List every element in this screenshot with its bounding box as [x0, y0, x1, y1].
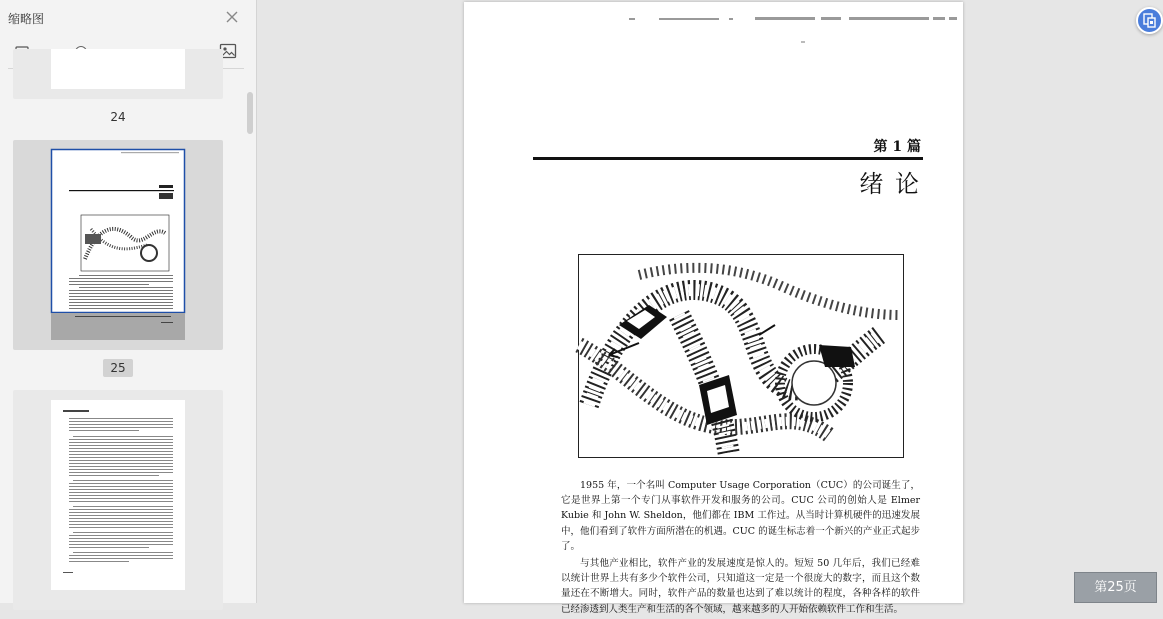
thumbnail-page-number: 24 [110, 110, 126, 124]
thumbnail-image [51, 400, 185, 590]
document-viewer[interactable] [258, 0, 1163, 615]
thumbnail-image [51, 49, 185, 89]
part-title: 绪 论 [859, 170, 921, 198]
running-header-faded [629, 14, 959, 24]
binary-ribbon-illustration [579, 255, 903, 457]
thumbnail-page-26[interactable] [13, 390, 223, 610]
thumbnail-page-24[interactable] [13, 49, 223, 99]
floating-tool-button[interactable] [1136, 7, 1163, 34]
body-text [561, 478, 920, 619]
paragraph: 1955 年，一个名叫 Computer Usage Corporation（CUC）的公司诞生了，它是世界上第一个专门从事软件开发和服务的公司。CUC 公司的创始人是 Elmer Kubie 和 John W. Sheldon，他们都在 IBM 工作过。从当时计算机硬件的迅速发展中，他们看到了软件方面所潜在的机遇。CUC 的诞生标志着一个新兴的产业正式起步了。 [561, 480, 920, 552]
paragraph: 与其他产业相比，软件产业的发展速度是惊人的。短短 50 几年后，我们已经难以统计世界上共有多少个软件公司，只知道这一定是一个很庞大的数字，而且这个数量还在不断增大。同时，软件产品的数量也达到了难以统计的程度，各种各样的软件已经渗透到人类生产和生活的各个领域，越来越多的人开始依赖软件工作和生活。 [561, 558, 920, 615]
thumbnail-page-preview [51, 149, 185, 340]
thumbnail-page-25[interactable] [13, 140, 223, 350]
thumbnail-page-number: 25 [103, 359, 133, 377]
page-indicator[interactable]: 第25页 [1074, 572, 1157, 603]
part-label: 第 1 篇 [873, 139, 921, 155]
speck [801, 40, 807, 44]
sidebar-title: 缩略图 [8, 12, 45, 26]
close-icon[interactable] [224, 9, 240, 25]
sidebar-header [0, 0, 257, 36]
document-page [464, 2, 963, 615]
chapter-illustration [578, 254, 904, 458]
part-rule [533, 157, 923, 160]
thumbnail-list[interactable] [0, 69, 257, 603]
thumbnail-sidebar [0, 0, 257, 603]
thumbnail-page-preview [51, 400, 185, 590]
sidebar-scrollbar[interactable] [247, 92, 253, 134]
thumbnail-tool-icon [1138, 9, 1161, 32]
thumbnail-image [51, 149, 185, 340]
